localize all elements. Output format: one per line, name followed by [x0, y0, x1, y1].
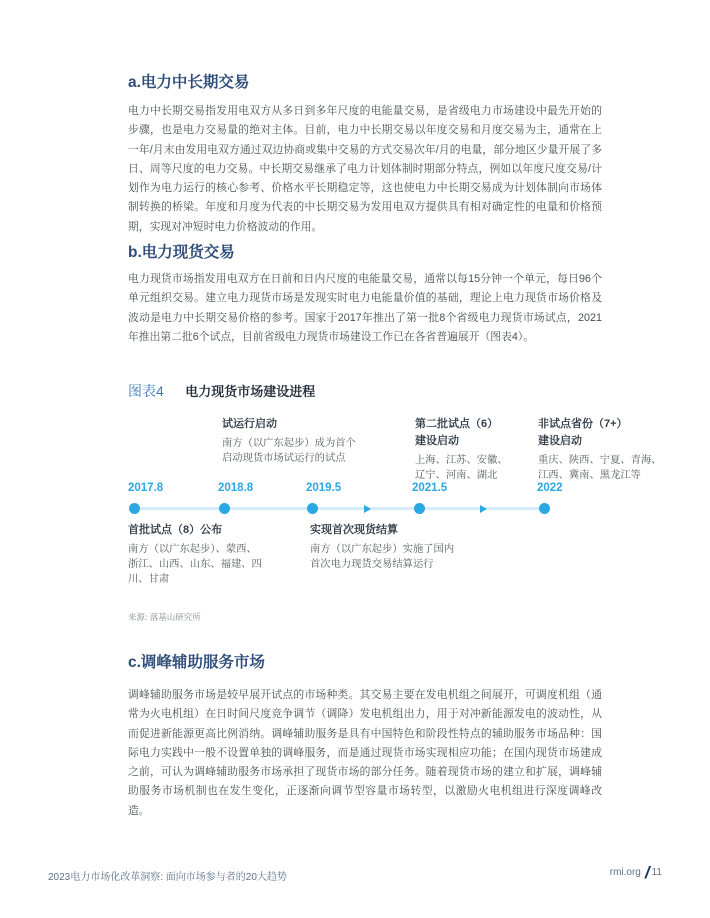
- timeline-chart: [128, 414, 710, 606]
- timeline-event-title: 第二批试点（6） 建设启动: [415, 418, 499, 447]
- figure-header: [128, 381, 608, 401]
- timeline-date: 2019.5: [306, 482, 342, 494]
- timeline-event-second-batch: [415, 416, 540, 483]
- timeline-dot: [414, 503, 425, 514]
- timeline-event-trial-run: [222, 416, 394, 466]
- timeline-event-title: 非试点省份（7+） 建设启动: [538, 418, 628, 447]
- section-a-heading: a.电力中长期交易: [128, 74, 250, 91]
- timeline-dot: [129, 503, 140, 514]
- timeline-event-title: 实现首次现货结算: [310, 524, 398, 536]
- timeline-event-desc: 南方（以广东起步）实施了国内 首次电力现货交易结算运行: [310, 544, 455, 570]
- section-c-heading: c.调峰辅助服务市场: [128, 654, 265, 671]
- timeline-event-first-batch: [128, 522, 306, 587]
- figure-label: 图表4: [128, 383, 164, 399]
- timeline-arrow-icon: [364, 505, 371, 513]
- footer-pagination: [610, 864, 662, 881]
- footer-slash-icon: /: [644, 863, 650, 882]
- timeline-date: 2022: [537, 482, 563, 494]
- timeline-dot: [539, 503, 550, 514]
- timeline-arrow-icon: [480, 505, 487, 513]
- timeline-event-desc: 南方（以广东起步）、蒙西、 浙江、山西、山东、福建、四 川、甘肃: [128, 544, 262, 585]
- section-b-heading: b.电力现货交易: [128, 244, 235, 261]
- timeline-event-title: 试运行启动: [222, 418, 277, 430]
- timeline-event-desc: 上海、江苏、安徽、 辽宁、河南、湖北: [415, 455, 508, 481]
- timeline-date: 2017.8: [128, 482, 164, 494]
- figure-title: 电力现货市场建设进程: [185, 384, 316, 399]
- footer-page-number: 11: [651, 867, 662, 878]
- timeline-dot: [307, 503, 318, 514]
- section-b-body: 电力现货市场指发用电双方在日前和日内尺度的电能量交易，通常以每15分钟一个单元，每日96个单元组织交易。建立电力现货市场是发现实时电力电能量价值的基础，理论上电力现货市场价格及波动是电力中长期交易价格的参考。国家于2017年推出了第一批8个省级电力现货市场试点，2021年推出第二批6个试点，目前省级电力现货市场建设工作已在各省普遍展开（图表4）。: [128, 273, 602, 343]
- footer-report-title: 2023电力市场化改革洞察: 面向市场参与者的20大趋势: [48, 872, 287, 883]
- figure-source: 来源: 落基山研究所: [128, 612, 201, 622]
- timeline-event-title: 首批试点（8）公布: [128, 524, 223, 536]
- timeline-date: 2021.5: [412, 482, 448, 494]
- section-c-body: 调峰辅助服务市场是较早展开试点的市场种类。其交易主要在发电机组之间展开，可调度机组（通常为火电机组）在日时间尺度竞争调节（调降）发电机组出力，用于对冲新能源发电的波动性，从而促进新能源更高比例消纳。调峰辅助服务是具有中国特色和阶段性特点的辅助服务市场品种：国际电力实践中一般不设置单独的调峰服务，而是通过现货市场实现相应功能；在国内现货市场建成之前，可认为调峰辅助服务市场承担了现货市场的部分任务。随着现货市场的建立和扩展，调峰辅助服务市场机制也在发生变化，正逐渐向调节型容量市场转型，以激励火电机组进行深度调峰改造。: [128, 689, 602, 817]
- timeline-event-first-settlement: [310, 522, 495, 572]
- page-footer: [48, 864, 662, 888]
- section-a-body: 电力中长期交易指发用电双方从多日到多年尺度的电能量交易，是省级电力市场建设中最先开始的步骤，也是电力交易量的绝对主体。目前，电力中长期交易以年度交易和月度交易为主，通常在上一年/月末由发用电双方通过双边协商或集中交易的方式交易次年/月的电量，部分地区少量开展了多日、周等尺度的电力交易。中长期交易继承了电力计划体制时期部分特点，例如以年度尺度交易/计划作为电力运行的核心参考、价格水平长期稳定等，这也使电力中长期交易成为计划体制向市场体制转换的桥梁。年度和月度为代表的中长期交易为发用电双方提供具有相对确定性的电量和价格预期，实现对冲短时电力价格波动的作用。: [128, 105, 602, 233]
- timeline-date: 2018.8: [218, 482, 254, 494]
- timeline-event-non-pilot: [538, 416, 688, 483]
- timeline-event-desc: 南方（以广东起步）成为首个 启动现货市场试运行的试点: [222, 438, 356, 464]
- timeline-dot: [219, 503, 230, 514]
- timeline-event-desc: 重庆、陕西、宁夏、青海、 江西、冀南、黑龙江等: [538, 455, 662, 481]
- footer-site: rmi.org: [609, 867, 641, 878]
